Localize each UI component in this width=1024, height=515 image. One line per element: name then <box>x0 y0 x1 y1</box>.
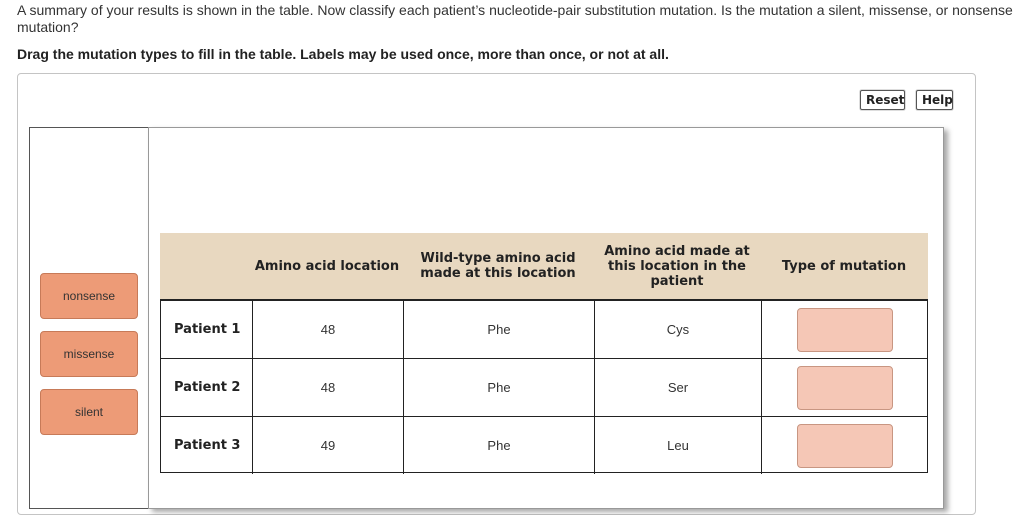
drop-target-patient-3[interactable] <box>797 424 893 468</box>
mutation-type-cell <box>762 417 927 474</box>
drop-target-patient-2[interactable] <box>797 366 893 410</box>
table-row <box>161 359 927 417</box>
header-patient-amino-acid: Amino acid made at this location in the patient <box>604 243 750 289</box>
amino-acid-location: 48 <box>253 301 404 358</box>
table-header <box>160 233 928 299</box>
label-silent[interactable]: silent <box>40 389 138 435</box>
wild-type-amino-acid: Phe <box>404 359 595 416</box>
help-button[interactable]: Help <box>916 90 953 110</box>
header-wild-type: Wild-type amino acid made at this location <box>420 251 576 281</box>
table-row <box>161 417 927 475</box>
patient-amino-acid: Ser <box>595 359 762 416</box>
table-row <box>161 301 927 359</box>
patient-amino-acid: Leu <box>595 417 762 474</box>
reset-button[interactable]: Reset <box>860 90 905 110</box>
patient-name: Patient 2 <box>161 359 253 416</box>
mutation-type-cell <box>762 301 927 358</box>
instruction-text: Drag the mutation types to fill in the table. Labels may be used once, more than once, or not at all. <box>17 46 669 62</box>
patient-name: Patient 3 <box>161 417 253 474</box>
label-nonsense[interactable]: nonsense <box>40 273 138 319</box>
label-missense[interactable]: missense <box>40 331 138 377</box>
header-mutation-type: Type of mutation <box>781 258 907 274</box>
question-text: A summary of your results is shown in the table. Now classify each patient’s nucleotide-pair substitution mutation. Is the mutation a silent, missense, or nonsense mutation? <box>17 2 1013 35</box>
amino-acid-location: 49 <box>253 417 404 474</box>
patient-amino-acid: Cys <box>595 301 762 358</box>
drop-target-patient-1[interactable] <box>797 308 893 352</box>
wild-type-amino-acid: Phe <box>404 301 595 358</box>
header-location: Amino acid location <box>254 258 400 274</box>
mutation-type-cell <box>762 359 927 416</box>
results-table <box>160 299 928 473</box>
amino-acid-location: 48 <box>253 359 404 416</box>
wild-type-amino-acid: Phe <box>404 417 595 474</box>
patient-name: Patient 1 <box>161 301 253 358</box>
